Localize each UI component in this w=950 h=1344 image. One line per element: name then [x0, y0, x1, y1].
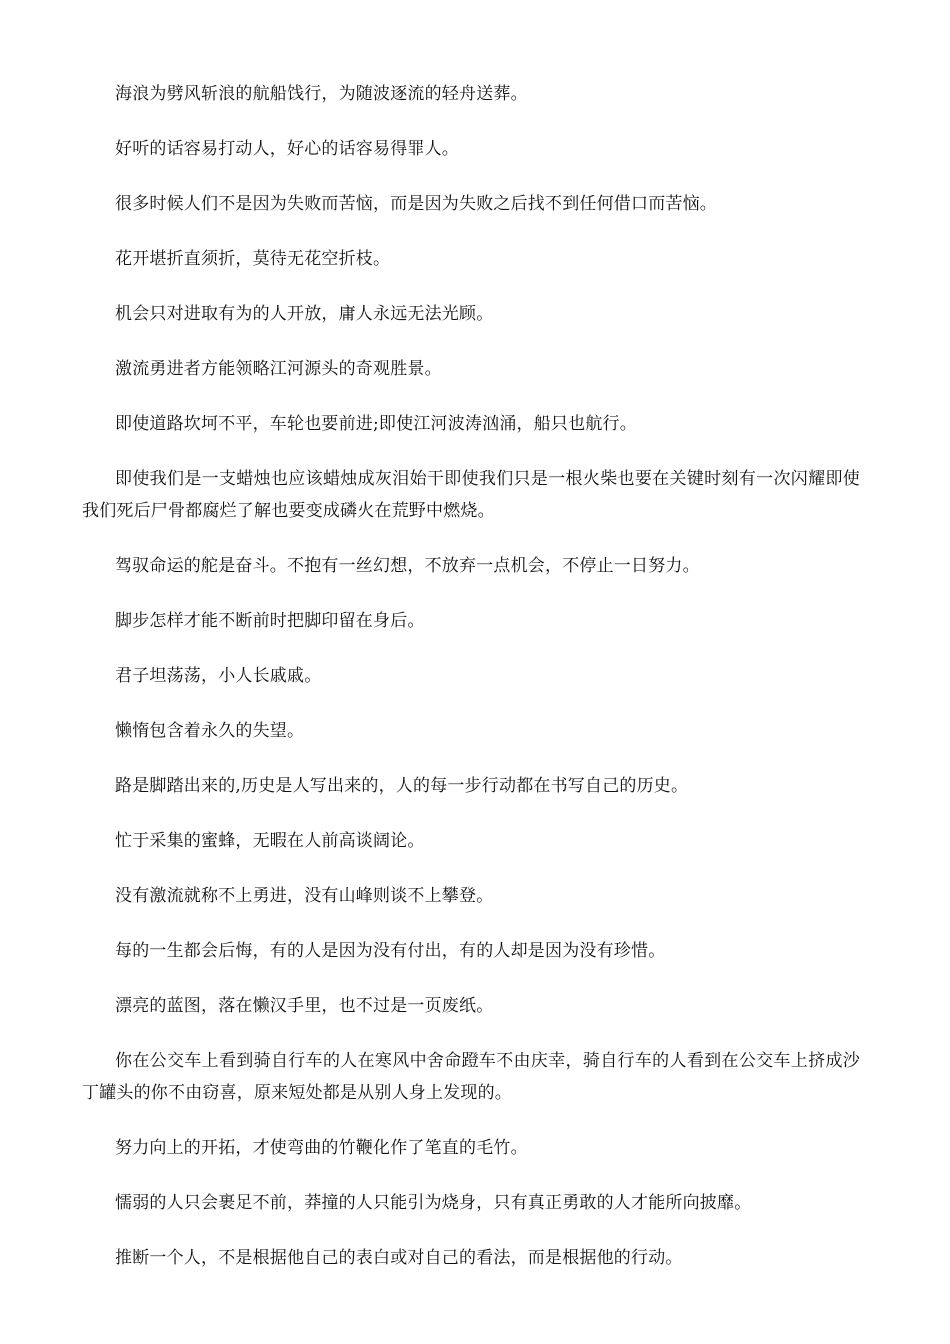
- paragraph: 好听的话容易打动人，好心的话容易得罪人。: [115, 139, 459, 159]
- paragraph: 激流勇进者方能领略江河源头的奇观胜景。: [115, 359, 442, 379]
- document-body: [82, 78, 860, 1297]
- paragraph: 即使道路坎坷不平，车轮也要前进;即使江河波涛汹涌，船只也航行。: [115, 414, 637, 434]
- paragraph: 机会只对进取有为的人开放，庸人永远无法光顾。: [115, 304, 494, 324]
- paragraph: 很多时候人们不是因为失败而苦恼，而是因为失败之后找不到任何借口而苦恼。: [115, 194, 717, 214]
- paragraph: 海浪为劈风斩浪的航船饯行，为随波逐流的轻舟送葬。: [115, 84, 528, 104]
- paragraph: 君子坦荡荡，小人长戚戚。: [115, 666, 322, 686]
- paragraph: 花开堪折直须折，莫待无花空折枝。: [115, 249, 391, 269]
- paragraph: 漂亮的蓝图，落在懒汉手里，也不过是一页废纸。: [115, 996, 494, 1016]
- paragraph: 路是脚踏出来的,历史是人写出来的，人的每一步行动都在书写自己的历史。: [115, 776, 689, 796]
- paragraph: 驾驭命运的舵是奋斗。不抱有一丝幻想，不放弃一点机会，不停止一日努力。: [115, 556, 700, 576]
- paragraph: 即使我们是一支蜡烛也应该蜡烛成灰泪始干即使我们只是一根火柴也要在关键时刻有一次闪耀即使我们死后尸骨都腐烂了解也要变成磷火在荒野中燃烧。: [82, 469, 860, 521]
- paragraph: 懦弱的人只会裹足不前，莽撞的人只能引为烧身，只有真正勇敢的人才能所向披靡。: [115, 1193, 752, 1213]
- paragraph: 你在公交车上看到骑自行车的人在寒风中舍命蹬车不由庆幸，骑自行车的人看到在公交车上挤成沙丁罐头的你不由窃喜，原来短处都是从别人身上发现的。: [82, 1051, 860, 1103]
- paragraph: 懒惰包含着永久的失望。: [115, 721, 305, 741]
- paragraph: 没有激流就称不上勇进，没有山峰则谈不上攀登。: [115, 886, 494, 906]
- paragraph: 努力向上的开拓，才使弯曲的竹鞭化作了笔直的毛竹。: [115, 1138, 528, 1158]
- paragraph: 每的一生都会后悔，有的人是因为没有付出，有的人却是因为没有珍惜。: [115, 941, 666, 961]
- paragraph: 推断一个人，不是根据他自己的表白或对自己的看法，而是根据他的行动。: [115, 1248, 683, 1268]
- paragraph: 脚步怎样才能不断前时把脚印留在身后。: [115, 611, 425, 631]
- paragraph: 忙于采集的蜜蜂，无暇在人前高谈阔论。: [115, 831, 425, 851]
